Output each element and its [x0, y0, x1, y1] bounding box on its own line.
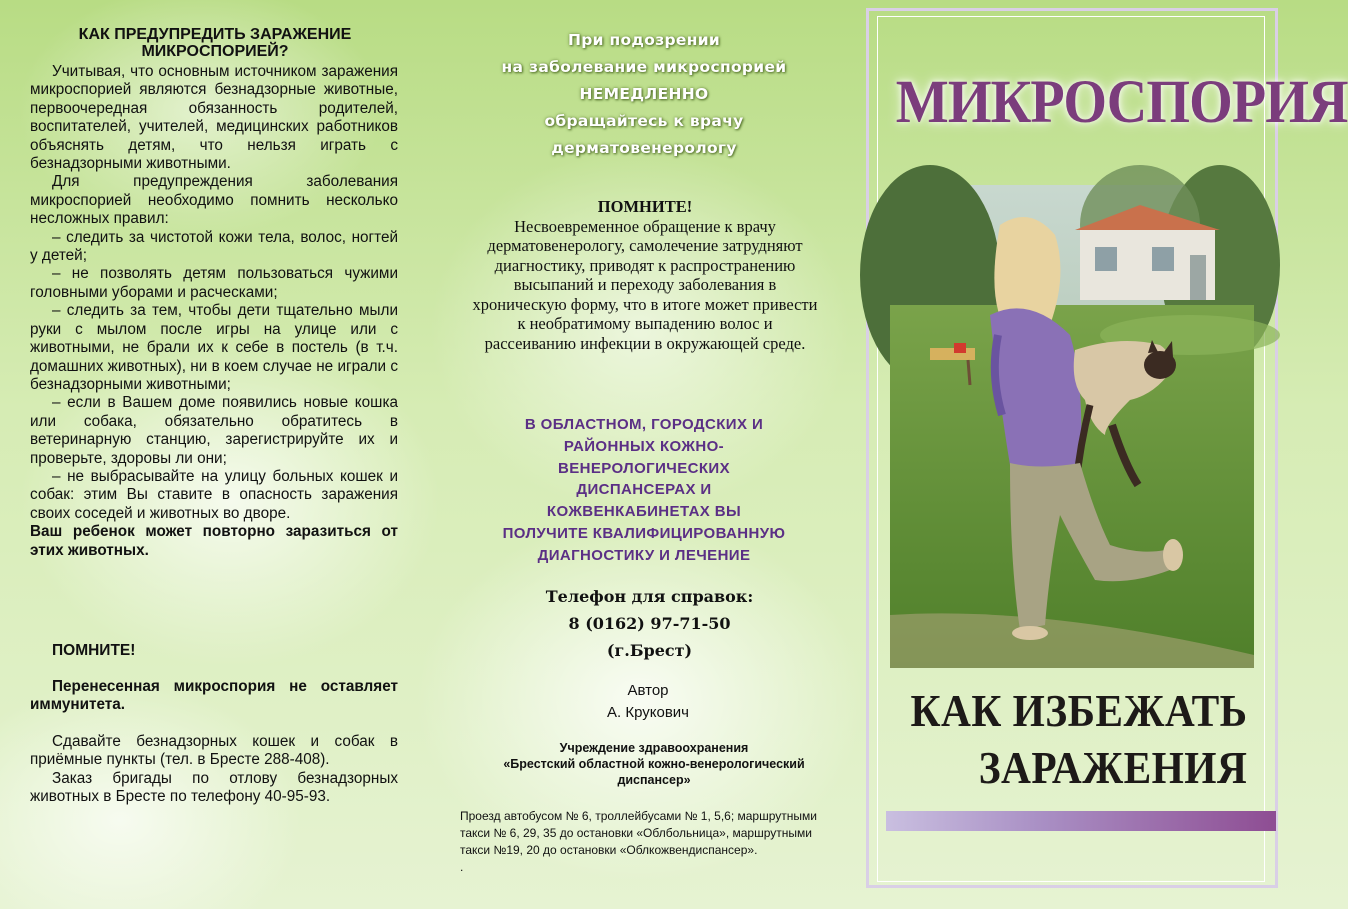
- institution-line: «Брестский областной кожно-венерологический: [503, 757, 805, 771]
- doctor-alert: [428, 27, 860, 162]
- clinics-line: КОЖВЕНКАБИНЕТАХ ВЫ: [546, 503, 742, 521]
- trailing-dot: .: [460, 860, 464, 874]
- cover-subtitle: [902, 682, 1257, 796]
- alert-line: обращайтесь к врачу: [544, 112, 744, 130]
- author-label: Автор: [627, 682, 669, 699]
- rule-item: – не выбрасывайте на улицу больных кошек и собак: этим Вы ставите в опасность заражения своих соседей и животных во дворе.: [30, 467, 398, 522]
- remember-text: Несвоевременное обращение к врачу дерматовенерологу, самолечение затрудняют диагностику, приводят к распространению высыпаний и переходу заболевания в хроническую форму, что в итоге может привести к необратимому выпадению волос и рассеиванию инфекции в окружающей среде.: [472, 216, 818, 353]
- cover-panel: [860, 0, 1348, 909]
- clinics-line: ДИСПАНСЕРАХ И: [576, 481, 712, 499]
- transport-info: [460, 808, 840, 876]
- cover-photo-girl-with-cat: [890, 185, 1254, 668]
- paragraph: Учитывая, что основным источником заражения микроспорией являются безнадзорные животные, первоочередная обязанность родителей, воспитателей, учителей, медицинских работников объяснять детям, что нельзя играть с безнадзорными животными.: [30, 63, 398, 173]
- rule-item: – следить за чистотой кожи тела, волос, ногтей у детей;: [30, 228, 398, 265]
- remember-heading-left: ПОМНИТЕ!: [52, 642, 136, 659]
- rule-item: – если в Вашем доме появились новые кошка или собака, обязательно обратитесь в ветеринарную станцию, зарегистрируйте их и проверьте, здоровы ли они;: [30, 394, 398, 467]
- institution-line: Учреждение здравоохранения: [559, 741, 749, 755]
- subtitle-line: ЗАРАЖЕНИЯ: [978, 742, 1248, 793]
- clinics-info: [458, 414, 830, 567]
- phone-label: Телефон для справок:: [545, 587, 754, 606]
- alert-line: на заболевание микроспорией: [501, 58, 787, 76]
- alert-line: При подозрении: [567, 31, 721, 49]
- transport-text: Проезд автобусом № 6, троллейбусами № 1, 5,6; маршрутными такси № 6, 29, 35 до остановки «Облбольница», маршрутными такси №19, 20 до остановки «Облкожвендиспансер».: [460, 809, 817, 857]
- clinics-line: ПОЛУЧИТЕ КВАЛИФИЦИРОВАННУЮ: [502, 524, 786, 542]
- cover-title: МИКРОСПОРИЯ: [895, 69, 1348, 136]
- prevention-title: КАК ПРЕДУПРЕДИТЬ ЗАРАЖЕНИЕ МИКРОСПОРИЕЙ?: [78, 26, 352, 60]
- rule-item: – не позволять детям пользоваться чужими головными уборами и расческами;: [30, 265, 398, 301]
- clinics-line: ВЕНЕРОЛОГИЧЕСКИХ: [558, 459, 730, 477]
- middle-panel: [428, 0, 860, 909]
- remember-block: [472, 197, 818, 353]
- prevention-body: [30, 63, 398, 560]
- rule-item: – следить за тем, чтобы дети тщательно мыли руки с мылом после игры на улице или с животными, не брали их к себе в постель (в т.ч. домашних животных), ни в коем случае не играли с безнадзорными животными;: [30, 302, 398, 393]
- phone-block: [428, 583, 871, 664]
- phone-number: 8 (0162) 97-71-50: [568, 614, 731, 633]
- subtitle-line: КАК ИЗБЕЖАТЬ: [910, 685, 1248, 736]
- reinfection-warning: Ваш ребенок может повторно заразиться от этих животных.: [30, 523, 398, 559]
- alert-line: дерматовенерологу: [551, 139, 737, 157]
- decorative-gradient-bar: [886, 811, 1276, 831]
- clinics-line: ДИАГНОСТИКУ И ЛЕЧЕНИЕ: [537, 546, 751, 564]
- clinics-line: РАЙОННЫХ КОЖНО-: [563, 437, 725, 455]
- institution-line: диспансер»: [617, 773, 691, 787]
- clinics-line: В ОБЛАСТНОМ, ГОРОДСКИХ И: [524, 416, 764, 433]
- brigade-note: Заказ бригады по отлову безнадзорных животных в Бресте по телефону 40-95-93.: [30, 769, 398, 806]
- remember-heading-middle: ПОМНИТЕ!: [597, 197, 693, 216]
- immunity-note: Перенесенная микроспория не оставляет иммунитета.: [30, 678, 398, 714]
- author-name: А. Крукович: [607, 704, 689, 721]
- phone-city: (г.Брест): [606, 641, 693, 660]
- alert-line: НЕМЕДЛЕННО: [579, 85, 709, 103]
- author-block: [428, 680, 868, 724]
- bottom-notes: [30, 678, 398, 806]
- hand-over-note: Сдавайте безнадзорных кошек и собак в приёмные пункты (тел. в Бресте 288-408).: [30, 732, 398, 769]
- left-panel: [0, 0, 428, 909]
- paragraph: Для предупреждения заболевания микроспорией необходимо помнить несколько несложных правил:: [30, 173, 398, 228]
- institution: [468, 740, 840, 788]
